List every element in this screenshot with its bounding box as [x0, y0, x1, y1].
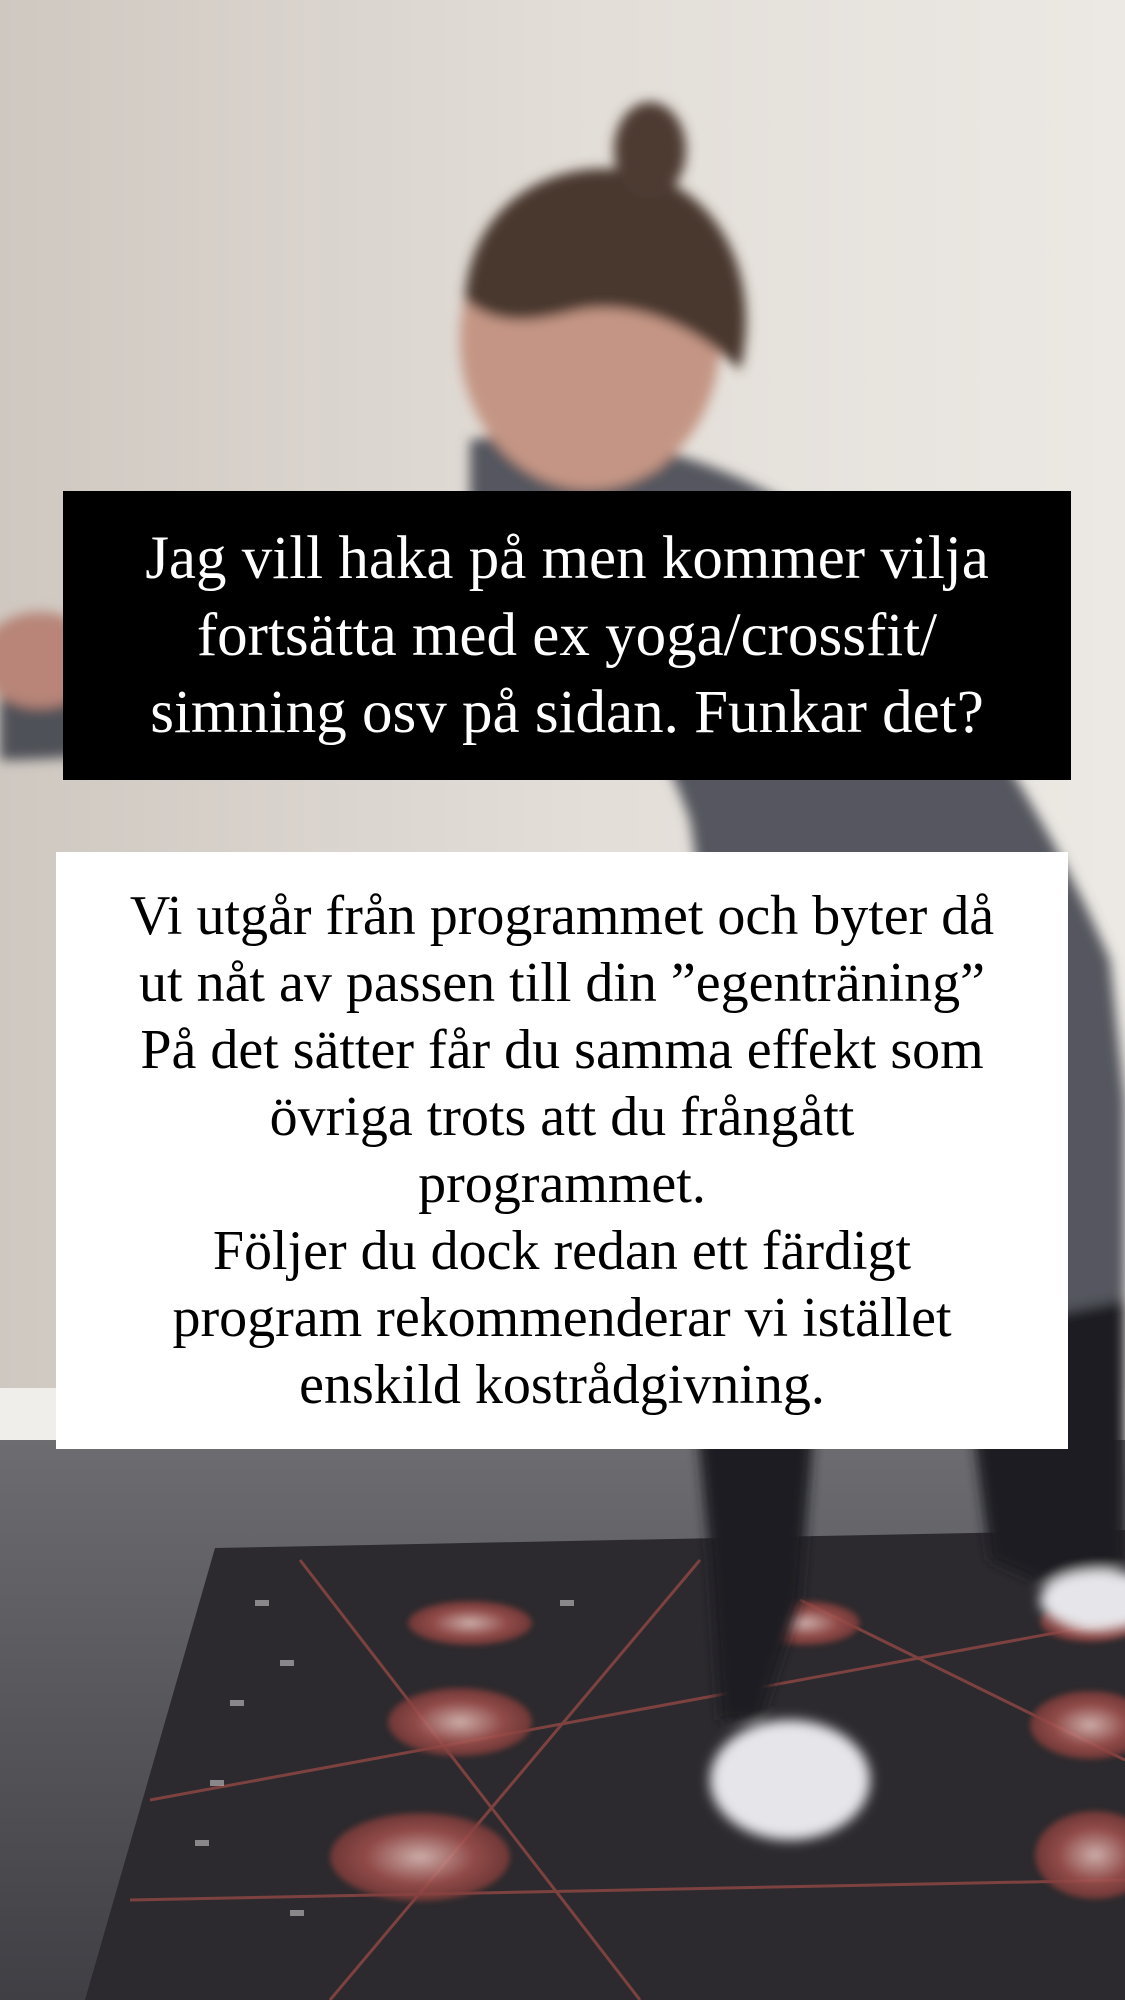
question-text: Jag vill haka på men kommer vilja fortsätta med ex yoga/crossfit/ simning osv på sidan. Funkar det? — [145, 525, 989, 746]
answer-box — [56, 852, 1068, 1449]
answer-text: Vi utgår från programmet och byter då ut nåt av passen till din ”egenträning” På det sätter får du samma effekt som övriga trots att du frångått programmet. Följer du dock redan ett färdigt program rekommenderar vi istället enskild kostrådgivning. — [129, 884, 995, 1416]
question-box — [63, 491, 1071, 780]
